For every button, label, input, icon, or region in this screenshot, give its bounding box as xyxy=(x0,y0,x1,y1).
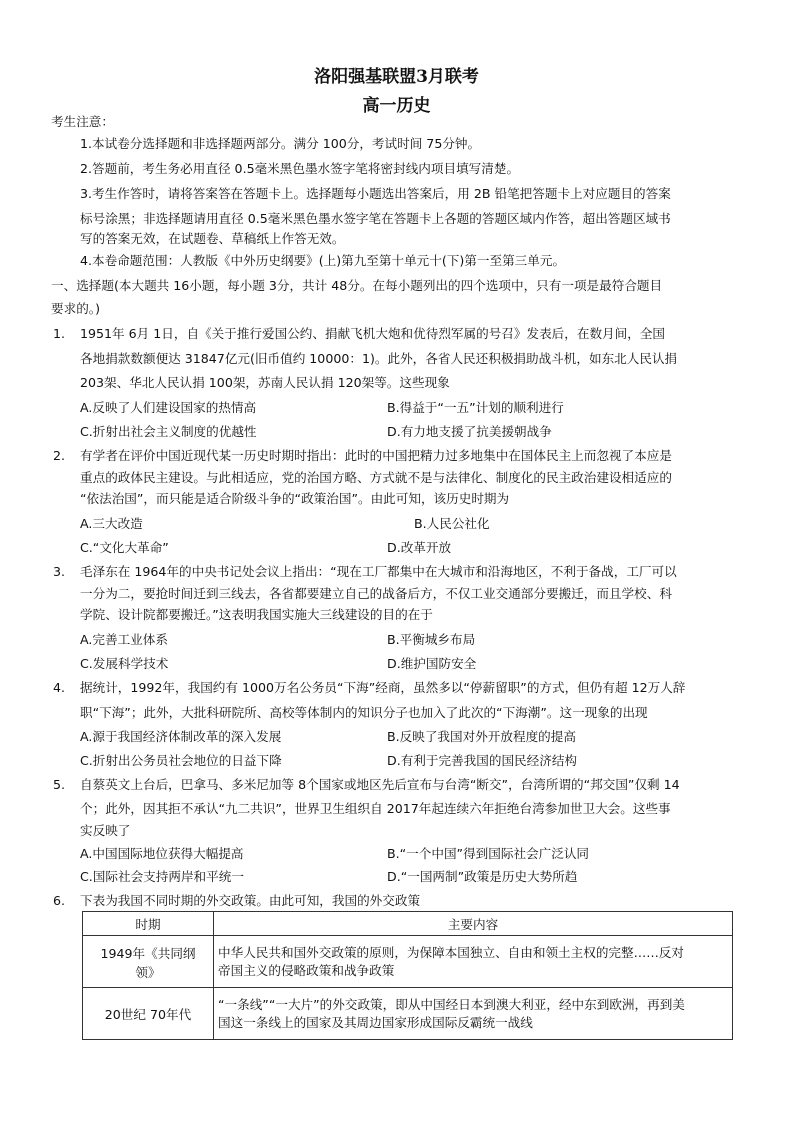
option-b: B.平衡城乡布局 xyxy=(387,632,476,647)
table-header-period: 时期 xyxy=(83,912,214,936)
option-d: D.有力地支援了抗美援朝战争 xyxy=(387,424,552,439)
option-a: A.反映了人们建设国家的热情高 xyxy=(80,400,257,415)
question-stem: 重点的政体民主建设。与此相适应，党的治国方略、方式就不是与法律化、制度化的民主政治建设相适应的 xyxy=(80,470,672,485)
table-header-content: 主要内容 xyxy=(214,912,733,936)
question-stem: 一分为二，要抢时间迁到三线去，各省都要建立自己的战备后方，不仅工业交通部分要搬迁，而且学校、科 xyxy=(80,586,672,601)
section-heading: 一、选择题(本大题共 16小题，每小题 3分，共计 48分。在每小题列出的四个选项中，只有一项是最符合题目 xyxy=(51,278,663,293)
option-d: D.维护国防安全 xyxy=(387,656,477,671)
question-stem: “依法治国”，而只能是适合阶级斗争的“政策治国”。由此可知，该历史时期为 xyxy=(80,491,510,506)
question-number: 5. xyxy=(53,777,66,792)
notice-heading: 考生注意： xyxy=(51,114,114,129)
question-number: 1. xyxy=(53,326,66,341)
option-b: B.“一个中国”得到国际社会广泛认同 xyxy=(387,846,590,861)
notice-line: 2.答题前，考生务必用直径 0.5毫米黑色墨水签字笔将密封线内项目填写清楚。 xyxy=(80,161,520,176)
notice-line: 1.本试卷分选择题和非选择题两部分。满分 100分，考试时间 75分钟。 xyxy=(80,136,481,151)
question-stem: 各地捐款数额便达 31847亿元(旧币值约 10000：1)。此外，各省人民还积极捐助战斗机，如东北人民认捐 xyxy=(80,351,678,366)
option-c: C.国际社会支持两岸和平统一 xyxy=(80,869,244,884)
option-d: D.“一国两制”政策是历史大势所趋 xyxy=(387,869,578,884)
cell-line: 帝国主义的侵略政策和战争政策 xyxy=(218,962,395,978)
option-a: A.完善工业体系 xyxy=(80,632,168,647)
option-a: A.中国国际地位获得大幅提高 xyxy=(80,846,244,861)
table-row xyxy=(83,936,733,988)
cell-line: 中华人民共和国外交政策的原则，为保障本国独立、自由和领土主权的完整……反对 xyxy=(218,944,684,960)
question-stem: 据统计，1992年，我国约有 1000万名公务员“下海”经商，虽然多以“停薪留职”的方式，但仍有超 12万人辞 xyxy=(80,680,686,695)
option-c: C.“文化大革命” xyxy=(80,540,169,555)
question-stem: 下表为我国不同时期的外交政策。由此可知，我国的外交政策 xyxy=(80,893,421,908)
question-stem: 职“下海”；此外，大批科研院所、高校等体制内的知识分子也加入了此次的“下海潮”。这一现象的出现 xyxy=(80,705,648,720)
cell-line: “一条线”“一大片”的外交政策，即从中国经日本到澳大利亚，经中东到欧洲，再到美 xyxy=(218,996,685,1012)
table-cell-content xyxy=(214,988,733,1040)
question-stem: 203架、华北人民认捐 100架，苏南人民认捐 120架等。这些现象 xyxy=(80,375,450,390)
cell-line: 1949年《共同纲 xyxy=(100,945,196,961)
option-a: A.三大改造 xyxy=(80,516,143,531)
option-c: C.折射出社会主义制度的优越性 xyxy=(80,424,257,439)
option-d: D.改革开放 xyxy=(387,540,452,555)
option-a: A.源于我国经济体制改革的深入发展 xyxy=(80,729,282,744)
table-row xyxy=(83,988,733,1040)
notice-line: 标号涂黑；非选择题请用直径 0.5毫米黑色墨水签字笔在答题卡上各题的答题区域内作答，超出答题区域书 xyxy=(80,211,671,226)
notice-line: 4.本卷命题范围：人教版《中外历史纲要》(上)第九至第十单元十(下)第一至第三单元。 xyxy=(80,253,566,268)
option-b: B.得益于“一五”计划的顺利进行 xyxy=(387,400,564,415)
table-cell-content xyxy=(214,936,733,988)
option-b: B.反映了我国对外开放程度的提高 xyxy=(387,729,576,744)
option-d: D.有利于完善我国的国民经济结构 xyxy=(387,753,578,768)
question-stem: 实反映了 xyxy=(80,823,131,838)
foreign-policy-table xyxy=(82,911,733,1040)
question-stem: 个；此外，因其拒不承认“九二共识”，世界卫生组织自 2017年起连续六年拒绝台湾参加世卫大会。这些事 xyxy=(80,801,671,816)
question-stem: 学院、设计院都要搬迁。”这表明我国实施大三线建设的目的在于 xyxy=(80,607,433,622)
option-c: C.折射出公务员社会地位的日益下降 xyxy=(80,753,282,768)
exam-title: 洛阳强基联盟3月联考 xyxy=(314,67,479,87)
table-cell-period xyxy=(83,988,214,1040)
question-number: 4. xyxy=(53,680,66,695)
cell-line: 20世纪 70年代 xyxy=(104,1007,192,1022)
question-number: 2. xyxy=(53,448,66,463)
question-stem: 1951年 6月 1日，自《关于推行爱国公约、捐献飞机大炮和优待烈军属的号召》发表后，在数月间，全国 xyxy=(80,326,666,341)
section-heading: 要求的。) xyxy=(51,301,100,316)
notice-line: 3.考生作答时，请将答案答在答题卡上。选择题每小题选出答案后，用 2B 铅笔把答题卡上对应题目的答案 xyxy=(80,186,671,201)
table-header-row xyxy=(83,912,733,936)
notice-line: 写的答案无效，在试题卷、草稿纸上作答无效。 xyxy=(80,231,345,246)
question-number: 6. xyxy=(53,893,66,908)
question-stem: 毛泽东在 1964年的中央书记处会议上指出：“现在工厂都集中在大城市和沿海地区，不利于备战，工厂可以 xyxy=(80,564,677,579)
exam-subject: 高一历史 xyxy=(362,96,431,116)
option-c: C.发展科学技术 xyxy=(80,656,169,671)
table-cell-period xyxy=(83,936,214,988)
cell-line: 国这一条线上的国家及其周边国家形成国际反霸统一战线 xyxy=(218,1014,533,1030)
question-stem: 自蔡英文上台后，巴拿马、多米尼加等 8个国家或地区先后宣布与台湾“断交”，台湾所谓的“邦交国”仅剩 14 xyxy=(80,777,680,792)
option-b: B.人民公社化 xyxy=(414,516,490,531)
question-number: 3. xyxy=(53,564,66,579)
question-stem: 有学者在评价中国近现代某一历史时期时指出：此时的中国把精力过多地集中在国体民主上而忽视了本应是 xyxy=(80,448,672,463)
cell-line: 领》 xyxy=(135,964,161,980)
